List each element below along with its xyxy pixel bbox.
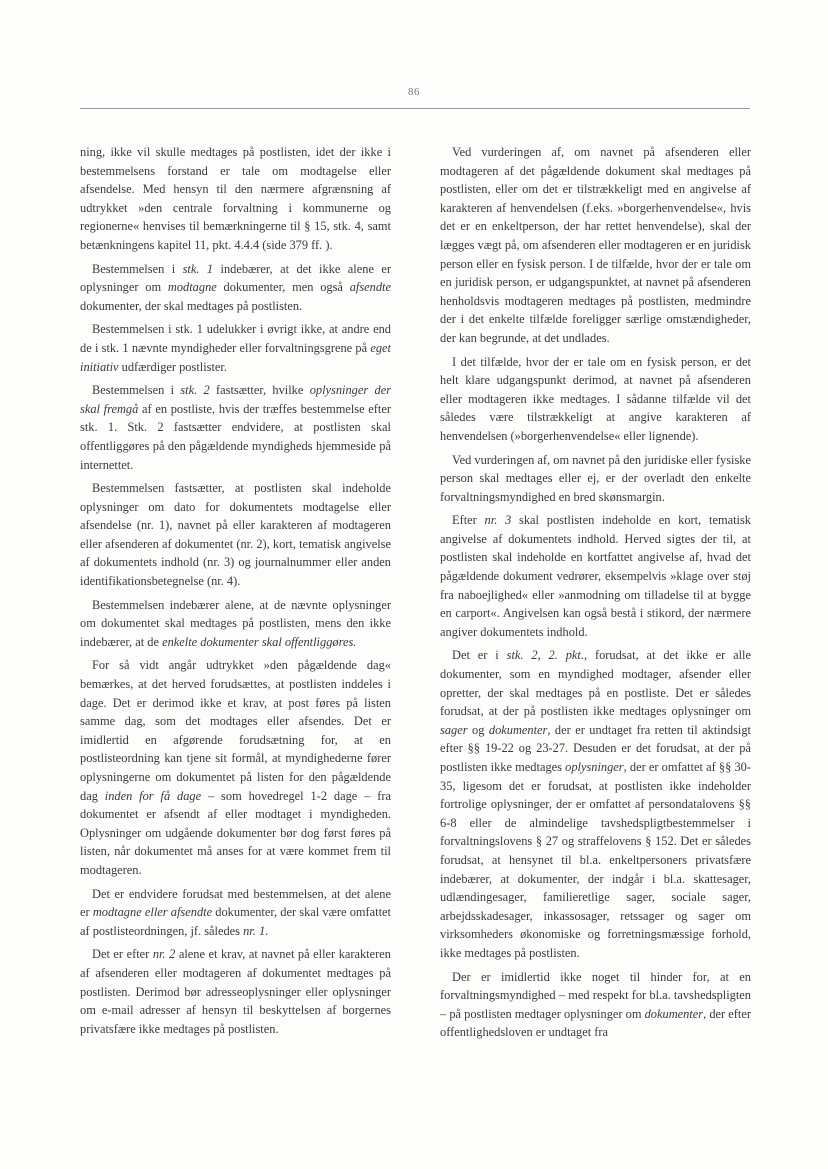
text-run: skal postlisten indeholde en kort, tematisk angivelse af dokumentets indhold. Herved sigtes der til, at postlisten skal indeholde en kortfattet angivelse af, hvad det pågældende dokument vedrører, eksempelvis »klage over støj fra naboejlighed« eller »anmodning om tilladelse til at bygge en carport«. Angivelsen kan også bestå i stikord, der nærmere angiver dokumentets indhold. (440, 513, 751, 639)
italic-text: eget initiativ (80, 340, 391, 374)
italic-text: modtagne eller afsendte (92, 905, 213, 920)
paragraph (80, 260, 391, 316)
italic-text: stk. 2 (180, 383, 210, 398)
paragraph (440, 451, 751, 507)
text-run: – som hovedregel 1-2 dage – fra dokumentet er afsendt af eller modtaget i myndigheden. Oplysninger om udgående dokumenter bør dog først føres på listen, når dokumentet må anses for at være kommet frem til modtageren. (80, 788, 391, 877)
text-run: , forudsat, at det ikke er alle dokumenter, som en myndighed modtager, afsender eller opretter, der skal medtages på en postliste. Det er således forudsat, at der på postlisten ikke medtages oplysninger om (440, 648, 751, 719)
text-run: indebærer, at det ikke alene er oplysninger om (80, 261, 392, 295)
italic-text: oplysninger (565, 760, 624, 774)
paragraph (80, 320, 391, 376)
text-run: dokumenter, der skal medtages på postlisten. (80, 298, 303, 313)
paragraph (80, 656, 391, 879)
paragraph (80, 945, 391, 1038)
italic-text: dokumenter (644, 1006, 704, 1021)
text-run: Det er i (452, 648, 507, 663)
paragraph (80, 885, 391, 941)
italic-text: stk. 1 (182, 261, 214, 276)
text-run: , der er omfattet af §§ 30-35, ligesom det er forudsat, at postlisten ikke indeholder fortrolige oplysninger, der er omfattet af persondatalovens §§ 6-8 eller de almindelige tavshedspligtbestemmelser i forvaltningslovens § 27 og straffelovens § 152. Det er således forudsat, at hensynet til bl.a. enkeltpersoners privatsfære indebærer, at dokumenter, der indgår i bl.a. skattesager, udlændingesager, familieretlige sager, sociale sager, arbejdsskadesager, inkassosager, retssager og sager om virksomheders økonomiske og forretningsmæssige forhold, ikke medtages på postlisten. (440, 760, 751, 960)
text-run: , der er undtaget fra retten til aktindsigt efter §§ 19-22 og 23-27. Desuden er det forudsat, at der på postlisten ikke medtages (440, 722, 751, 774)
paragraph (440, 143, 751, 348)
text-run: Der er imidlertid ikke noget til hinder for, at en forvaltningsmyndighed – med respekt for bl.a. tavshedspligten – på postlisten medtager oplysninger om (440, 969, 751, 1021)
paragraph (80, 143, 391, 255)
italic-text: dokumenter (488, 722, 548, 737)
text-run: af en postliste, hvis der træffes bestemmelse efter stk. 1. Stk. 2 fastsætter endvidere, at postlisten skal offentliggøres på den pågældende myndigheds hjemmeside på internettet. (80, 401, 392, 472)
italic-text: nr. 3 (484, 513, 512, 528)
text-run: Ved vurderingen af, om navnet på afsenderen eller modtageren af det pågældende dokument skal medtages på postlisten, eller om det er tilstrækkeligt med en angivelse af karakteren af henvendelsen (f.eks. »borgerhenvendelse«, hvis det er en enkeltperson, der har rettet henvendelse), skal der lægges vægt på, om afsenderen eller modtageren er en juridisk person eller en fysisk person. I de tilfælde, hvor der er tale om en juridisk person, er udgangspunktet, at navnet på afsenderen henholdsvis modtageren medtages på postlisten, medmindre der i det enkelte tilfælde foreligger særlige omstændigheder, der kan begrunde, at det undlades. (440, 145, 751, 345)
paragraph (440, 646, 751, 962)
paragraph (440, 511, 751, 641)
italic-text: sager (440, 722, 468, 737)
text-run: Bestemmelsen i (92, 383, 181, 398)
text-run: Bestemmelsen indebærer alene, at de nævnte oplysninger om dokumentet skal medtages på postlisten, mens den ikke indebærer, at de (80, 597, 391, 649)
paragraph (80, 596, 391, 652)
right-column (440, 143, 751, 1042)
text-run: dokumenter, der skal være omfattet af postlisteordningen, jf. således (80, 905, 391, 938)
italic-text: enkelte dokumenter skal offentliggøres. (162, 634, 357, 649)
text-run: , der efter offentlighedsloven er undtaget fra (440, 1006, 751, 1040)
text-run: og (467, 722, 489, 737)
text-run: Bestemmelsen fastsætter, at postlisten skal indeholde oplysninger om dato for dokumentets modtagelse eller afsendelse (nr. 1), navnet på eller karakteren af modtageren eller afsenderen af dokumentet (nr. 2), kort, tematisk angivelse af dokumentets indhold (nr. 3) og journalnummer eller anden identifikationsbetegnelse (nr. 4). (80, 481, 391, 589)
italic-text: nr. 2 (152, 947, 176, 962)
text-run: udfærdiger postlister. (118, 359, 227, 374)
paragraph (80, 381, 391, 474)
text-run: Ved vurderingen af, om navnet på den juridiske eller fysiske person skal medtages eller ej, er der overladt den enkelte forvaltningsmyndighed en bred skønsmargin. (440, 452, 751, 504)
text-run: Det er efter (92, 947, 153, 962)
italic-text: inden for få dage (104, 788, 202, 803)
page-number: 86 (408, 86, 420, 98)
text-run: alene et krav, at navnet på eller karakteren af afsenderen eller modtageren af dokumentet medtages på postlisten. Derimod bør adresseoplysninger eller oplysninger om e-mail adresser af hensyn til beskyttelsen af borgernes privatsfære ikke medtages på postlisten. (80, 947, 391, 1036)
text-run: fastsætter, hvilke (209, 383, 310, 398)
italic-text: nr. 1 (243, 923, 266, 938)
text-run: Efter (452, 513, 485, 528)
text-run: Bestemmelsen i (92, 261, 183, 276)
text-run: dokumenter, men også (216, 280, 350, 295)
text-run: Bestemmelsen i stk. 1 udelukker i øvrigt ikke, at andre end de i stk. 1 nævnte myndigheder eller forvaltningsgrene på (80, 322, 391, 355)
left-column (80, 143, 391, 1038)
italic-text: oplysninger der skal fremgå (80, 383, 392, 416)
text-run: Det er endvidere forudsat med bestemmelsen, at det alene er (80, 886, 391, 920)
text-run: ning, ikke vil skulle medtages på postlisten, idet der ikke i bestemmelsens forstand er tale om modtagelse eller afsendelse. Med hensyn til den nærmere afgrænsning af udtrykket »den centrale forvaltning i kommunerne og regionerne« henvises til bemærkningerne til § 15, stk. 4, samt betænkningens kapitel 11, pkt. 4.4.4 (side 379 ff. ). (80, 145, 391, 252)
text-run: I det tilfælde, hvor der er tale om en fysisk person, er det helt klare udgangspunkt derimod, at navnet på afsenderen eller modtageren ikke medtages. I sådanne tilfælde vil det således være tilstrækkeligt at angive karakteren af henvendelsen (»borgerhenvendelse« eller lignende). (440, 354, 751, 443)
paragraph (440, 968, 751, 1042)
text-run: . (265, 923, 269, 938)
paragraph (440, 353, 751, 446)
italic-text: modtagne (167, 280, 217, 295)
header-rule (80, 108, 750, 109)
paragraph (80, 479, 391, 591)
italic-text: stk. 2, 2. pkt. (506, 648, 584, 663)
italic-text: afsendte (349, 280, 391, 295)
text-run: For så vidt angår udtrykket »den pågældende dag« bemærkes, at det herved forudsættes, at postlisten inddeles i dage. Det er derimod ikke et krav, at post føres på listen samme dag, som det modtages eller afsendes. Det er imidlertid en afgørende forudsætning for, at en postlisteordning kan tjene sit formål, at myndighederne fører oplysningerne om dokumentet på listen for den pågældende dag (80, 658, 391, 803)
